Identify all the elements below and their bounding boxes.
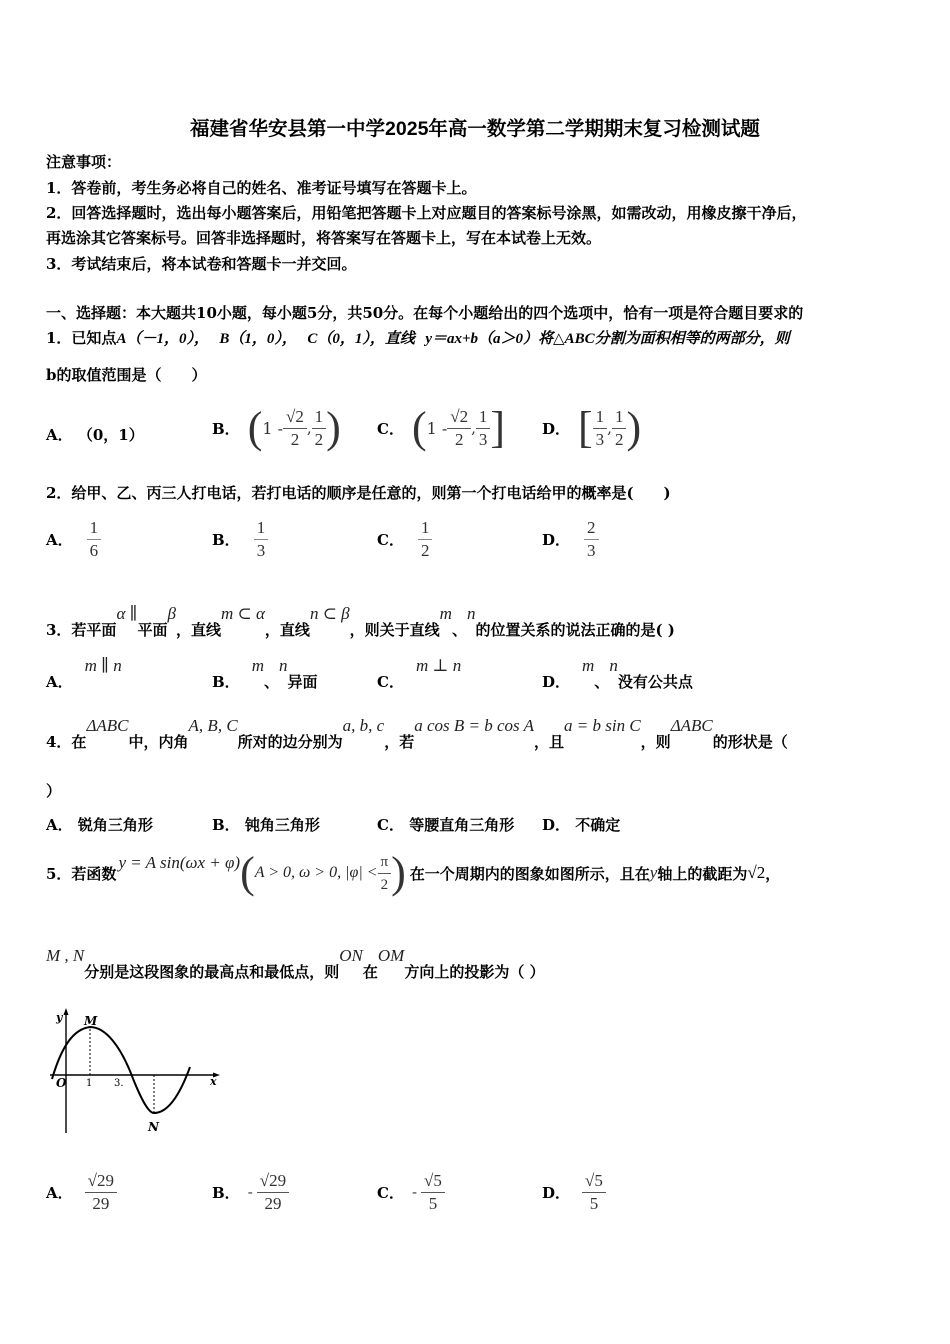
notes-heading: 注意事项： [46, 153, 122, 171]
question-5-line-2: M , N 分别是这段图象的最高点和最低点，则 ON 在 OM 方向上的投影为（ ） [46, 946, 545, 981]
note-item: 1．答卷前，考生务必将自己的姓名、准考证号填写在答题卡上。 [46, 179, 477, 197]
q2-option-d: D． $\frac{2}{3}$ [542, 514, 599, 564]
q4-option-d: D． 不确定 [542, 816, 621, 834]
q3-option-d: D． m 、 n 没有公共点 [542, 656, 693, 691]
q4-option-c: C． 等腰直角三角形 [377, 816, 515, 834]
origin-label: O [56, 1076, 67, 1090]
min-point-label: N [148, 1120, 159, 1134]
q1-range-text: b的取值范围是（ ） [46, 366, 207, 384]
q4-close-paren: ） [46, 782, 62, 800]
q1-option-b: B． ( 1 - $\frac{√2}{2}$ , $\frac{1}{2}$ ) [212, 403, 341, 452]
question-2-line: 2．给甲、乙、丙三人打电话，若打电话的顺序是任意的，则第一个打电话给甲的概率是( ) [46, 484, 671, 502]
tick-1-label: 1 [86, 1078, 93, 1089]
q3-option-a: A． m ∥ n [46, 656, 122, 691]
q5-option-c: C． - $\frac{√5}{5}$ [377, 1164, 445, 1220]
note-item: 再选涂其它答案标号。回答非选择题时，将答案写在答题卡上，写在本试卷上无效。 [46, 229, 602, 247]
sine-graph-figure [44, 1005, 234, 1145]
q1-option-d: D． [ $\frac{1}{3}$ , $\frac{1}{2}$ ) [542, 403, 642, 452]
q3-option-b: B． m 、 n 异面 [212, 656, 318, 691]
q2-option-a: A． $\frac{1}{6}$ [46, 514, 101, 564]
sine-curve [52, 1027, 190, 1113]
q5-option-d: D． $\frac{√5}{5}$ [542, 1164, 606, 1220]
page-title: 福建省华安县第一中学2025年高一数学第二学期期末复习检测试题 [190, 118, 760, 140]
q1-option-a: A． （0，1） [46, 426, 144, 444]
q2-option-c: C． $\frac{1}{2}$ [377, 514, 432, 564]
q4-option-a: A． 锐角三角形 [46, 816, 153, 834]
q3-option-c: C． m ⊥ n [377, 656, 462, 691]
y-axis-label: y [56, 1011, 63, 1024]
question-3-line: 3．若平面 α ∥ 平面 β ，直线 m ⊂ α ，直线 n ⊂ β ，则关于直线 m 、 n 的位置关系的说法正确的是( ) [46, 604, 675, 639]
q5-option-a: A． $\frac{√29}{29}$ [46, 1164, 117, 1220]
note-item: 2．回答选择题时，选出每小题答案后，用铅笔把答题卡上对应题目的答案标号涂黑，如需改动，用橡皮擦干净后， [46, 204, 807, 222]
tick-2-label: 3. [114, 1078, 124, 1089]
max-point-label: M [84, 1014, 98, 1028]
q1-line-eq: y＝ax+b（a＞0）将△ABC分割为面积相等的两部分，则 [425, 331, 790, 347]
q5-option-b: B． - $\frac{√29}{29}$ [212, 1164, 289, 1220]
q1-option-c: C． ( 1 - $\frac{√2}{2}$ , $\frac{1}{3}$ ] [377, 403, 506, 452]
x-axis-label: x [210, 1075, 217, 1088]
y-axis-arrow [64, 1008, 69, 1015]
section-heading: 一、选择题：本大题共10小题，每小题5分，共50分。在每个小题给出的四个选项中，恰有一项是符合题目要求的 [46, 304, 804, 322]
question-4-line: 4．在 ΔABC 中，内角 A, B, C 所对的边分别为 a, b, c ，若 a cos B = b cos A ，且 a = b sin C ，则 ΔABC 的形状是（ [46, 716, 788, 751]
q1-point-a: A（－1，0）， [116, 331, 209, 347]
question-1-line [46, 327, 790, 348]
q1-text: 1．已知点 [46, 329, 117, 347]
q1-point-b: B（1，0）， [219, 331, 297, 347]
q4-option-b: B． 钝角三角形 [212, 816, 320, 834]
note-item: 3．考试结束后，将本试卷和答题卡一并交回。 [46, 255, 357, 273]
q2-option-b: B． $\frac{1}{3}$ [212, 514, 268, 564]
q1-point-c: C（0，1），直线 [307, 331, 415, 347]
question-5-line: 5．若函数 y = A sin(ωx + φ) ( A > 0, ω > 0, |φ| < $\frac{\pi}{2}$ ) 在一个周期内的图象如图所示，且在 y 轴上的截距为 √2 ， [46, 848, 781, 897]
